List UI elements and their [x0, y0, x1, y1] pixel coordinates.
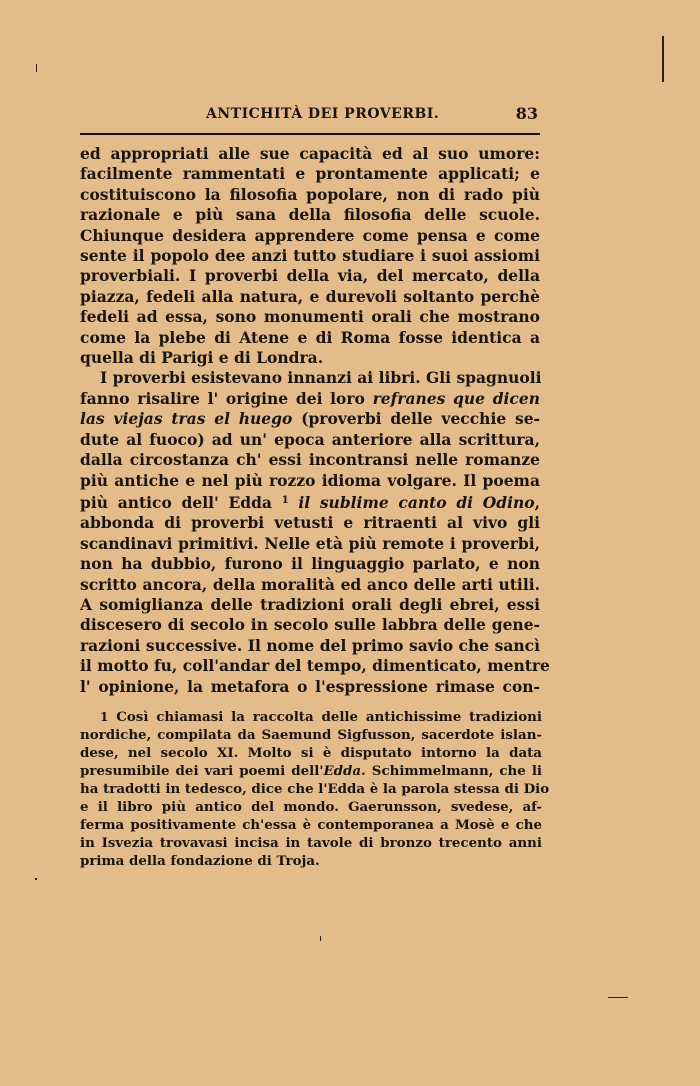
text-line: sente il popolo dee anzi tutto studiare i suoi assiomi: [80, 246, 540, 266]
text-line: [80, 409, 540, 429]
footnote-line: e il libro più antico del mondo. Gaerunsson, svedese, af-: [80, 799, 542, 815]
text-line: razioni successive. Il nome del primo savio che sancì: [80, 635, 540, 655]
text-line: non ha dubbio, furono il linguaggio parlato, e non: [80, 554, 540, 574]
text-line: proverbiali. I proverbi della via, del mercato, della: [80, 266, 540, 286]
text-line: dute al fuoco) ad un' epoca anteriore alla scrittura,: [80, 429, 540, 449]
italic-phrase: Edda.: [323, 763, 366, 779]
italic-phrase: refranes que dicen: [372, 388, 540, 408]
footnote-line: in Isvezia trovavasi incisa in tavole di bronzo trecento anni: [80, 835, 542, 851]
italic-phrase: las viejas tras el huego: [80, 409, 293, 429]
margin-mark: [320, 936, 321, 941]
text-line: ed appropriati alle sue capacità ed al suo umore:: [80, 144, 540, 163]
footnote-line: [80, 708, 542, 726]
page-header: [80, 104, 540, 126]
text-line: razionale e più sana della filosofia delle scuole.: [80, 205, 540, 225]
text-line: quella di Parigi e di Londra.: [80, 348, 324, 368]
text-line: l' opinione, la metafora o l'espressione rimase con-: [80, 676, 540, 696]
footnote-line: [80, 762, 542, 780]
text-line: scandinavi primitivi. Nelle età più remote i proverbi,: [80, 533, 540, 553]
footnote-line: dese, nel secolo XI. Molto si è disputato intorno la data: [80, 745, 542, 761]
footnote: [80, 708, 550, 870]
text-segment: ,: [534, 492, 541, 512]
text-line: Chiunque desidera apprendere come pensa e come: [80, 225, 540, 245]
text-segment: fanno risalire l' origine dei loro: [80, 388, 365, 408]
margin-mark: [662, 36, 664, 82]
text-line: A somiglianza delle tradizioni orali degli ebrei, essi: [80, 594, 540, 614]
text-line: dalla circostanza ch' essi incontransi nelle romanze: [80, 450, 540, 470]
text-line: fedeli ad essa, sono monumenti orali che mostrano: [80, 307, 540, 327]
footnote-mark: 1: [100, 710, 109, 724]
margin-mark: [608, 997, 628, 998]
text-line: I proverbi esistevano innanzi ai libri. Gli spagnuoli: [100, 368, 542, 388]
text-segment: Schimmelmann, che li: [371, 763, 542, 779]
text-line: [80, 389, 540, 409]
text-segment: Così chiamasi la raccolta delle antichissime tradizioni: [116, 709, 542, 725]
margin-mark: [36, 64, 37, 72]
text-line: più antiche e nel più rozzo idioma volgare. Il poema: [80, 470, 540, 490]
italic-phrase: il sublime canto di Odino: [298, 492, 535, 512]
text-segment: più antico dell' Edda: [80, 492, 272, 512]
footnote-line: ha tradotti in tedesco, dice che l'Edda è la parola stessa di Dio: [80, 781, 550, 797]
text-line: come la plebe di Atene e di Roma fosse identica a: [80, 327, 540, 347]
footnote-reference: 1: [281, 494, 289, 506]
running-title: ANTICHITÀ DEI PROVERBI.: [206, 106, 440, 122]
page-number: 83: [515, 104, 538, 123]
footnote-line: ferma positivamente ch'essa è contemporanea a Mosè e che: [80, 817, 542, 833]
text-line: [80, 491, 540, 513]
text-segment: presumibile dei vari poemi dell': [80, 763, 324, 779]
text-line: discesero di secolo in secolo sulle labbra delle gene-: [80, 615, 540, 635]
text-line: abbonda di proverbi vetusti e ritraenti al vivo gli: [80, 513, 540, 533]
text-line: costituiscono la filosofia popolare, non di rado più: [80, 184, 540, 204]
footnote-line: nordiche, compilata da Saemund Sigfusson, sacerdote islan-: [80, 727, 542, 743]
header-rule: [80, 133, 540, 135]
text-line: scritto ancora, della moralità ed anco delle arti utili.: [80, 574, 540, 594]
main-text: [80, 144, 550, 697]
text-segment: (proverbi delle vecchie se-: [301, 409, 540, 429]
footnote-line: prima della fondazione di Troja.: [80, 853, 320, 869]
text-line: il motto fu, coll'andar del tempo, dimenticato, mentre: [80, 656, 550, 676]
text-line: piazza, fedeli alla natura, e durevoli soltanto perchè: [80, 286, 540, 306]
text-line: facilmente rammentati e prontamente applicati; e: [80, 164, 540, 184]
margin-mark: [35, 878, 37, 880]
